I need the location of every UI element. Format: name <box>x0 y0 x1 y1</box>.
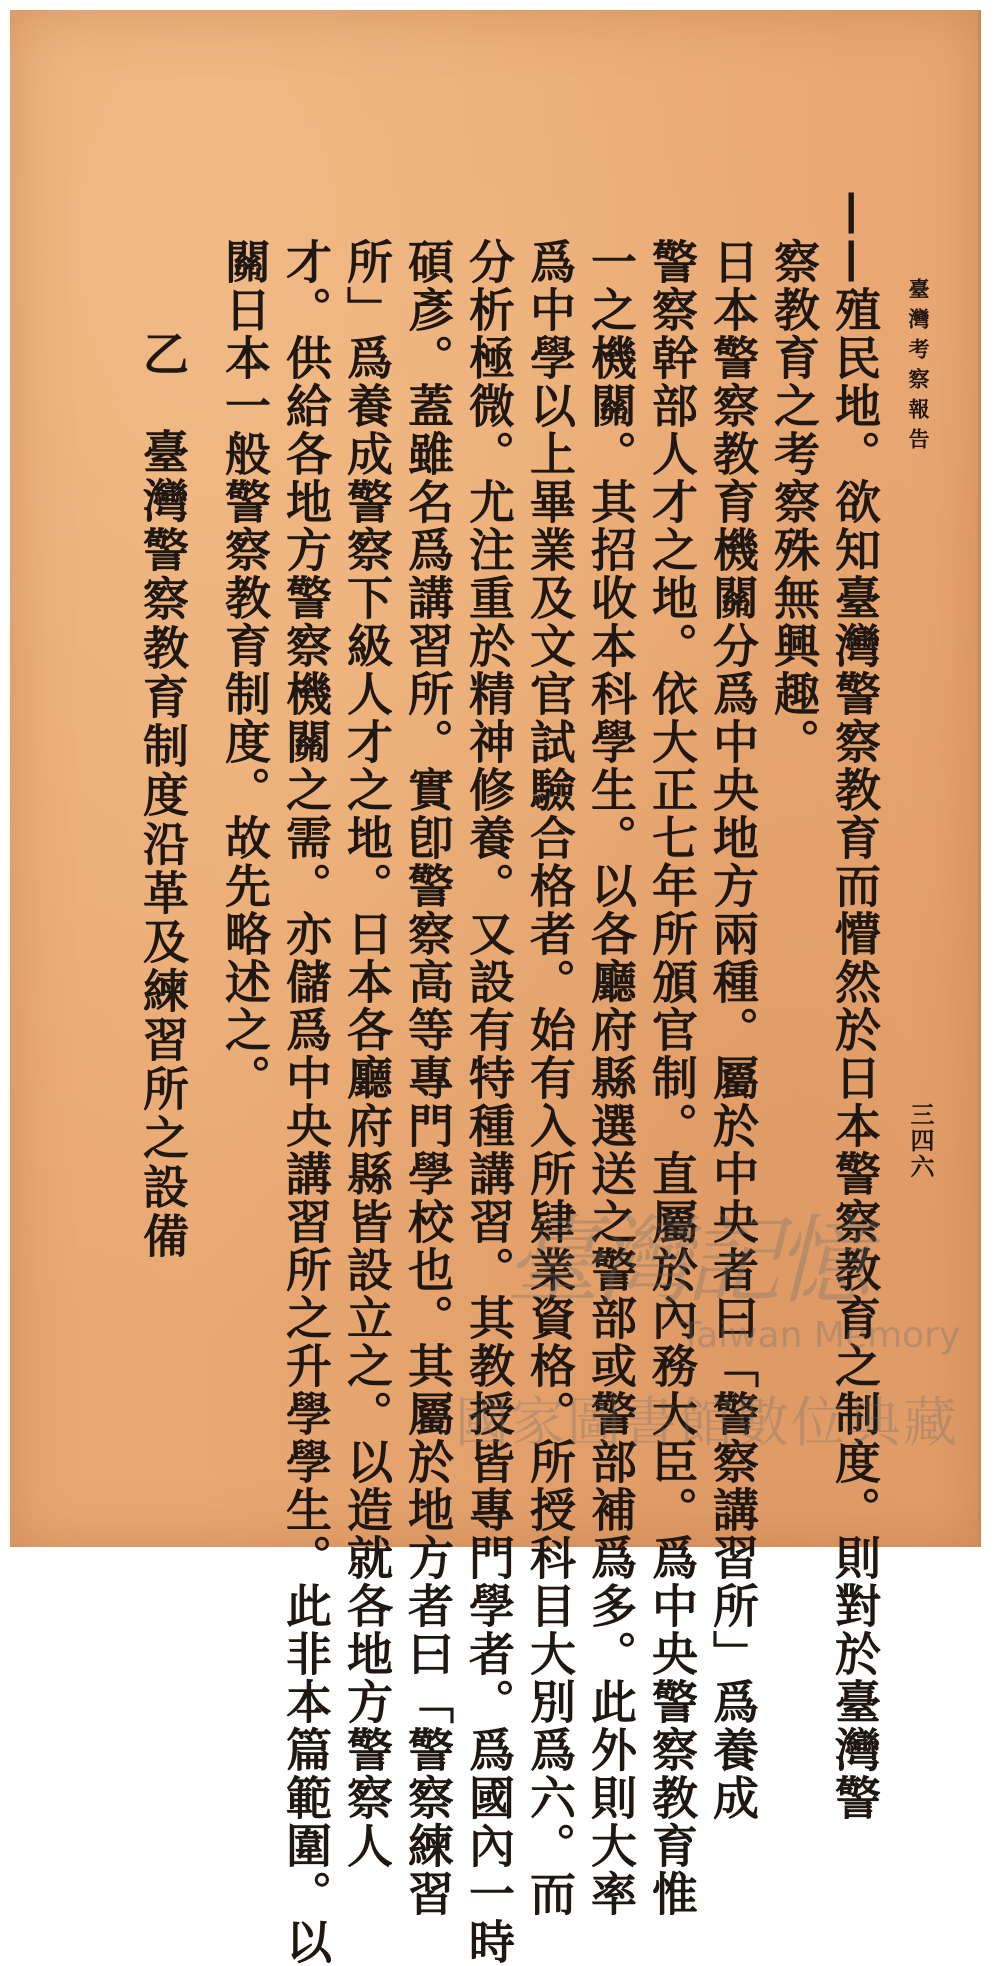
watermark-english: Taiwan Memory <box>680 1315 961 1356</box>
watermark-chinese: 國家圖書館數位典藏 <box>455 1391 959 1454</box>
text-column-8: 碩彥。蓋雖名爲講習所。實卽警察高等專門學校也。其屬於地方者曰「警察練習 <box>401 238 455 1918</box>
page-number: 三四六 <box>906 1102 935 1180</box>
text-column-9: 所」爲養成警察下級人才之地。日本各廳府縣皆設立之。以造就各地方警察人 <box>340 238 394 1870</box>
text-column-5: 一之機關。其招收本科學生。以各廳府縣選送之警部或警部補爲多。此外則大率 <box>584 238 638 1918</box>
text-column-3: 日本警察教育機關分爲中央地方兩種。屬於中央者曰「警察講習所」爲養成 <box>706 238 760 1822</box>
text-column-1: ——殖民地。欲知臺灣警察教育而懵然於日本警察教育之制度。則對於臺灣警 <box>828 190 882 1822</box>
text-column-6: 爲中學以上畢業及文官試驗合格者。始有入所肄業資格。所授科目大別爲六。而 <box>523 238 577 1918</box>
running-header: 臺灣考察報告 <box>906 278 931 458</box>
section-heading: 乙 臺灣警察教育制度沿革及練習所之設備 <box>136 330 190 1261</box>
watermark-logo: 臺灣記憶 <box>505 1205 865 1317</box>
text-column-10: 才。供給各地方警察機關之需。亦儲爲中央講習所之升學學生。此非本篇範圍。以 <box>279 238 333 1966</box>
text-column-7: 分析極微。尤注重於精神修養。又設有特種講習。其教授皆專門學者。爲國內一時 <box>462 238 516 1966</box>
text-column-11: 關日本一般警察教育制度。故先略述之。 <box>218 238 272 1102</box>
text-column-2: 察教育之考察殊無興趣。 <box>767 238 821 766</box>
watermark <box>455 1185 975 1455</box>
text-column-4: 警察幹部人才之地。依大正七年所頒官制。直屬於內務大臣。爲中央警察教育惟 <box>645 238 699 1918</box>
document-page <box>10 10 981 1966</box>
